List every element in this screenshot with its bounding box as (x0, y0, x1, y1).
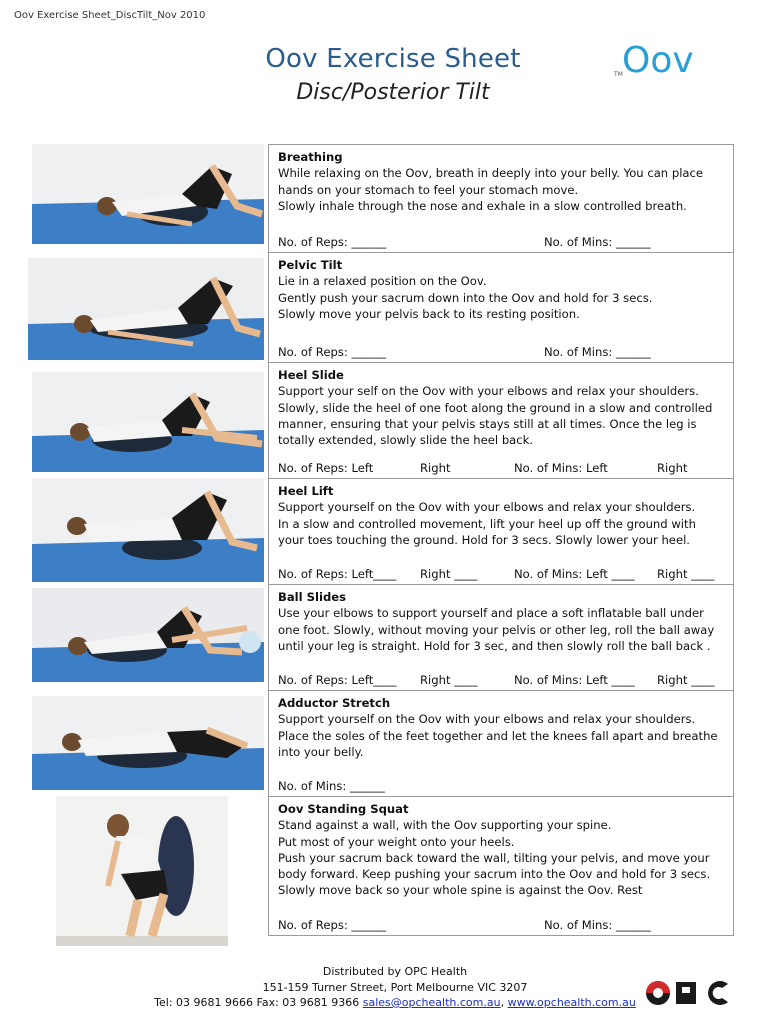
separator: , (500, 996, 508, 1009)
phone-fax: Tel: 03 9681 9666 Fax: 03 9681 9366 (154, 996, 363, 1009)
exercise-meta (278, 672, 725, 688)
reps-field: No. of Reps: ______ (278, 918, 387, 932)
reps-left-field: No. of Reps: Left____ (278, 673, 397, 687)
reps-left-field: No. of Reps: Left (278, 461, 374, 475)
exercise-text: Support your self on the Oov with your elbows and relax your shoulders. (278, 384, 699, 399)
exercise-text: totally extended, slowly slide the heel back. (278, 433, 534, 448)
exercise-table (268, 144, 734, 936)
exercise-text: body forward. Keep pushing your sacrum into the Oov and hold for 3 secs. (278, 867, 711, 882)
page-subtitle: Disc/Posterior Tilt (296, 80, 490, 105)
exercise-meta (278, 234, 725, 250)
exercise-text: Put most of your weight onto your heels. (278, 834, 515, 849)
opc-logo (644, 978, 734, 1008)
exercise-text: While relaxing on the Oov, breath in deeply into your belly. You can place (278, 166, 704, 181)
website-link[interactable]: www.opchealth.com.au (507, 996, 636, 1009)
exercise-heel-lift (269, 479, 733, 585)
exercise-text: Stand against a wall, with the Oov supporting your spine. (278, 818, 612, 833)
reps-right-field: Right ____ (420, 673, 478, 687)
exercise-text: Place the soles of the feet together and let the knees fall apart and breathe (278, 728, 718, 743)
exercise-text: In a slow and controlled movement, lift your heel up off the ground with (278, 516, 696, 531)
exercise-text: into your belly. (278, 744, 364, 759)
exercise-text: your toes touching the ground. Hold for 3 secs. Slowly lower your heel. (278, 532, 690, 547)
mins-left-field: No. of Mins: Left (514, 461, 608, 475)
reps-field: No. of Reps: ______ (278, 345, 387, 359)
exercise-text: Gently push your sacrum down into the Oov and hold for 3 secs. (278, 290, 653, 305)
reps-field: No. of Reps: ______ (278, 235, 387, 249)
exercise-text: hands on your stomach to feel your stomach move. (278, 182, 579, 197)
reps-right-field: Right (420, 461, 451, 475)
page-title: Oov Exercise Sheet (265, 44, 521, 74)
exercise-text: Slowly, slide the heel of one foot along the ground in a slow and controlled (278, 400, 713, 415)
exercise-heel-slide (269, 363, 733, 479)
oov-logo (612, 36, 732, 80)
exercise-title: Heel Lift (278, 484, 334, 498)
photo-heel-lift (32, 478, 264, 582)
exercise-text: Lie in a relaxed position on the Oov. (278, 274, 487, 289)
photo-pelvic-tilt (28, 258, 264, 360)
exercise-text: one foot. Slowly, without moving your pelvis or other leg, roll the ball away (278, 622, 715, 637)
photo-heel-slide (32, 372, 264, 472)
mins-field: No. of Mins: ______ (544, 918, 651, 932)
exercise-meta (278, 566, 725, 582)
photo-breathing (32, 144, 264, 244)
svg-text:Oov: Oov (622, 40, 694, 80)
exercise-meta (278, 460, 725, 476)
photo-adductor-stretch (32, 696, 264, 790)
exercise-title: Adductor Stretch (278, 696, 391, 710)
mins-field: No. of Mins: ______ (544, 235, 651, 249)
exercise-meta (278, 344, 725, 360)
mins-right-field: Right ____ (657, 673, 715, 687)
exercise-text: Slowly move back so your whole spine is against the Oov. Rest (278, 883, 643, 898)
exercise-adductor-stretch (269, 691, 733, 797)
reps-left-field: No. of Reps: Left____ (278, 567, 397, 581)
exercise-title: Heel Slide (278, 368, 344, 382)
exercise-breathing (269, 145, 733, 253)
exercise-meta (278, 917, 725, 933)
exercise-text: Support yourself on the Oov with your elbows and relax your shoulders. (278, 712, 696, 727)
exercise-title: Ball Slides (278, 590, 347, 604)
email-link[interactable]: sales@opchealth.com.au (362, 996, 501, 1009)
mins-field: No. of Mins: ______ (278, 779, 385, 793)
file-label: Oov Exercise Sheet_DiscTilt_Nov 2010 (14, 10, 206, 21)
exercise-text: Slowly inhale through the nose and exhale in a slow controlled breath. (278, 198, 687, 213)
svg-text:TM: TM (614, 71, 623, 78)
exercise-pelvic-tilt (269, 253, 733, 363)
mins-field: No. of Mins: ______ (544, 345, 651, 359)
distributor-line: Distributed by OPC Health (322, 965, 468, 978)
exercise-title: Oov Standing Squat (278, 802, 409, 816)
exercise-text: until your leg is straight. Hold for 3 sec, and then slowly roll the ball back . (278, 638, 711, 653)
exercise-text: Support yourself on the Oov with your elbows and relax your shoulders. (278, 500, 696, 515)
exercise-text: Slowly move your pelvis back to its resting position. (278, 306, 580, 321)
exercise-text: Push your sacrum back toward the wall, tilting your pelvis, and move your (278, 850, 710, 865)
photo-standing-squat (56, 796, 228, 946)
exercise-meta (278, 778, 725, 794)
reps-right-field: Right ____ (420, 567, 478, 581)
mins-left-field: No. of Mins: Left ____ (514, 673, 635, 687)
address-line: 151-159 Turner Street, Port Melbourne VIC 3207 (262, 980, 528, 994)
exercise-ball-slides (269, 585, 733, 691)
exercise-standing-squat (269, 797, 733, 935)
photo-ball-slides (32, 588, 264, 682)
exercise-text: Use your elbows to support yourself and place a soft inflatable ball under (278, 606, 704, 621)
mins-right-field: Right (657, 461, 688, 475)
mins-left-field: No. of Mins: Left ____ (514, 567, 635, 581)
exercise-text: manner, ensuring that your pelvis stays still at all times. Once the leg is (278, 416, 697, 431)
exercise-title: Pelvic Tilt (278, 258, 343, 272)
mins-right-field: Right ____ (657, 567, 715, 581)
exercise-title: Breathing (278, 150, 343, 164)
